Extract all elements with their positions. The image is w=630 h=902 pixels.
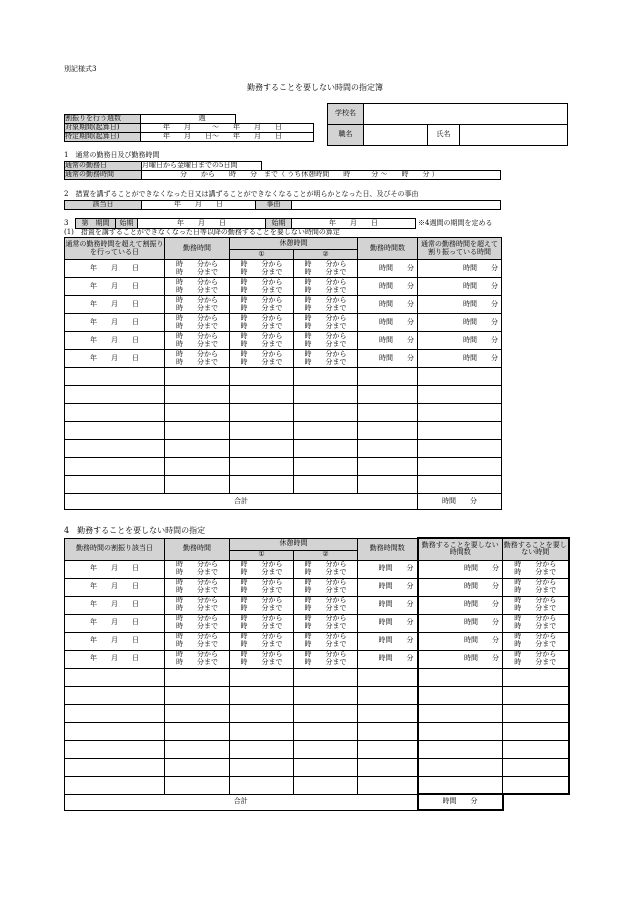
time-to: 時 分まで	[514, 604, 557, 612]
time-from: 時 分から	[240, 632, 283, 641]
time-to: 時 分まで	[304, 303, 347, 312]
time-to: 時 分まで	[240, 357, 283, 366]
time-to: 時 分まで	[176, 267, 218, 276]
s3-total-label: 合計	[65, 494, 418, 510]
row-break1[interactable]	[230, 332, 294, 350]
s3-total-value[interactable]: 時間 分	[418, 494, 502, 510]
table-row[interactable]	[65, 596, 569, 614]
section4-heading: 4 勤務することを要しない時間の指定	[64, 526, 206, 535]
row-break2[interactable]	[294, 578, 358, 596]
time-from: 時 分から	[176, 650, 218, 659]
applicable-date-label: 該当日	[65, 201, 142, 210]
s4-col-notreq-hours: 勤務することを要しない時間数	[418, 538, 503, 560]
row-notreq-hours[interactable]: 時間 分	[418, 632, 503, 650]
row-hours[interactable]: 時間 分	[358, 332, 418, 350]
table-row[interactable]	[65, 740, 569, 758]
row-over[interactable]: 時間 分	[418, 260, 502, 278]
row-break2[interactable]	[294, 314, 358, 332]
s3-col-work: 勤務時間	[165, 238, 230, 260]
row-break2[interactable]	[294, 596, 358, 614]
time-to: 時 分まで	[514, 640, 557, 648]
row-work-time[interactable]	[165, 278, 230, 296]
start-label: 始期	[116, 219, 138, 229]
table-row[interactable]	[65, 350, 502, 368]
applicable-date-value[interactable]: 年 月 日	[142, 201, 256, 210]
table-row[interactable]	[65, 314, 502, 332]
row-work-time[interactable]	[165, 596, 230, 614]
school-field[interactable]	[364, 104, 568, 125]
row-date[interactable]: 年 月 日	[65, 314, 165, 332]
table-row[interactable]	[65, 386, 502, 404]
row-work-time[interactable]	[165, 614, 230, 632]
s4-col-hours: 勤務時間数	[358, 538, 418, 560]
row-break1[interactable]	[230, 260, 294, 278]
reason-field[interactable]	[292, 201, 501, 210]
table-row[interactable]	[65, 578, 569, 596]
row-hours[interactable]: 時間 分	[358, 296, 418, 314]
time-from: 時 分から	[240, 349, 283, 358]
s4-col-notreq-time: 勤務することを要しない時間	[503, 538, 569, 560]
row-work-time[interactable]	[165, 332, 230, 350]
s4-total-value[interactable]: 時間 分	[418, 794, 503, 810]
time-to: 時 分まで	[514, 586, 557, 594]
row-break1[interactable]	[230, 560, 294, 578]
row-work-time[interactable]	[165, 650, 230, 668]
table-row[interactable]	[65, 650, 569, 668]
time-from: 時 分から	[176, 277, 218, 286]
section2-table	[64, 200, 501, 210]
total-row	[65, 494, 502, 510]
row-date[interactable]: 年 月 日	[65, 296, 165, 314]
table-row[interactable]	[65, 458, 502, 476]
time-to: 時 分まで	[240, 568, 283, 576]
time-from: 時 分から	[176, 632, 218, 641]
row-break2[interactable]	[294, 278, 358, 296]
time-from: 時 分から	[514, 614, 557, 623]
time-from: 時 分から	[304, 349, 347, 358]
table-row[interactable]	[65, 758, 569, 776]
time-from: 時 分から	[176, 614, 218, 623]
time-to: 時 分まで	[240, 339, 283, 348]
total-row	[65, 794, 569, 810]
end-value[interactable]: 年 月 日	[292, 219, 416, 229]
section3-table	[64, 237, 502, 510]
row-notreq-time[interactable]	[503, 614, 569, 632]
row-break1[interactable]	[230, 350, 294, 368]
s4-col-break2: ②	[294, 550, 358, 560]
name-field[interactable]	[460, 125, 568, 146]
time-from: 時 分から	[176, 596, 218, 605]
table-row[interactable]	[65, 722, 569, 740]
section1-heading: 1 通常の勤務日及び勤務時間	[64, 151, 160, 159]
time-to: 時 分まで	[176, 640, 218, 648]
normal-hours-value[interactable]: 分 から 時 分 まで（ うち休憩時間 時 分 ～ 時 分 ）	[142, 171, 501, 180]
row-notreq-time[interactable]	[503, 596, 569, 614]
time-to: 時 分まで	[176, 586, 218, 594]
table-row[interactable]	[65, 404, 502, 422]
s4-col-work: 勤務時間	[165, 538, 230, 560]
row-date[interactable]: 年 月 日	[65, 560, 165, 578]
time-from: 時 分から	[304, 596, 347, 605]
time-from: 時 分から	[176, 349, 218, 358]
row-hours[interactable]: 時間 分	[358, 578, 418, 596]
table-row[interactable]	[65, 776, 569, 794]
time-to: 時 分まで	[176, 604, 218, 612]
row-date[interactable]: 年 月 日	[65, 632, 165, 650]
row-hours[interactable]: 時間 分	[358, 260, 418, 278]
row-break2[interactable]	[294, 632, 358, 650]
s3-col-hours: 勤務時間数	[358, 238, 418, 260]
row-date[interactable]: 年 月 日	[65, 578, 165, 596]
time-from: 時 分から	[514, 578, 557, 587]
split-weeks-unit: 週	[198, 114, 206, 123]
time-to: 時 分まで	[514, 568, 557, 576]
row-break1[interactable]	[230, 578, 294, 596]
row-notreq-time[interactable]	[503, 560, 569, 578]
time-from: 時 分から	[514, 650, 557, 659]
row-work-time[interactable]	[165, 260, 230, 278]
row-hours[interactable]: 時間 分	[358, 596, 418, 614]
section3-number: 3	[64, 219, 69, 227]
time-from: 時 分から	[304, 578, 347, 587]
time-from: 時 分から	[240, 650, 283, 659]
time-to: 時 分まで	[304, 267, 347, 276]
time-to: 時 分まで	[240, 285, 283, 294]
s4-total-label: 合計	[65, 794, 418, 810]
time-from: 時 分から	[176, 578, 218, 587]
time-from: 時 分から	[176, 259, 218, 268]
row-hours[interactable]: 時間 分	[358, 650, 418, 668]
normal-hours-label: 通常の勤務時間	[65, 171, 142, 180]
time-to: 時 分まで	[304, 321, 347, 330]
reason-label: 事由	[256, 201, 292, 210]
row-break1[interactable]	[230, 596, 294, 614]
row-break2[interactable]	[294, 296, 358, 314]
time-from: 時 分から	[304, 650, 347, 659]
time-from: 時 分から	[304, 295, 347, 304]
position-field[interactable]	[364, 125, 428, 146]
row-date[interactable]: 年 月 日	[65, 350, 165, 368]
row-notreq-time[interactable]	[503, 632, 569, 650]
time-to: 時 分まで	[304, 586, 347, 594]
s3-col-break2: ②	[294, 250, 358, 260]
row-notreq-hours[interactable]: 時間 分	[418, 596, 503, 614]
s3-col-break1: ①	[230, 250, 294, 260]
table-row[interactable]	[65, 668, 569, 686]
time-to: 時 分まで	[304, 339, 347, 348]
row-date[interactable]: 年 月 日	[65, 596, 165, 614]
time-to: 時 分まで	[176, 357, 218, 366]
row-work-time[interactable]	[165, 632, 230, 650]
time-from: 時 分から	[176, 331, 218, 340]
time-from: 時 分から	[240, 596, 283, 605]
row-break1[interactable]	[230, 614, 294, 632]
time-to: 時 分まで	[176, 568, 218, 576]
specified-period-label: 特定期間(起算日)	[65, 133, 141, 142]
s4-col-date: 勤務時間の割振り該当日	[65, 538, 165, 560]
row-hours[interactable]: 時間 分	[358, 560, 418, 578]
time-to: 時 分まで	[240, 658, 283, 666]
time-from: 時 分から	[240, 614, 283, 623]
table-row[interactable]	[65, 440, 502, 458]
specified-period-value[interactable]: 年 月 日～ 年 月 日	[141, 133, 314, 142]
period-note: ※4週間の期間を定める	[418, 219, 493, 227]
split-weeks-label: 割振りを行う週数	[65, 115, 141, 124]
time-to: 時 分まで	[176, 658, 218, 666]
table-row[interactable]	[65, 560, 569, 578]
time-from: 時 分から	[240, 578, 283, 587]
time-to: 時 分まで	[176, 339, 218, 348]
table-row[interactable]	[65, 278, 502, 296]
time-to: 時 分まで	[304, 357, 347, 366]
time-to: 時 分まで	[304, 640, 347, 648]
time-to: 時 分まで	[240, 604, 283, 612]
table-row[interactable]	[65, 632, 569, 650]
time-to: 時 分まで	[304, 604, 347, 612]
table-row[interactable]	[65, 296, 502, 314]
time-to: 時 分まで	[304, 622, 347, 630]
row-break1[interactable]	[230, 650, 294, 668]
row-hours[interactable]: 時間 分	[358, 278, 418, 296]
time-from: 時 分から	[304, 560, 347, 569]
time-to: 時 分まで	[304, 568, 347, 576]
time-to: 時 分まで	[240, 622, 283, 630]
row-hours[interactable]: 時間 分	[358, 314, 418, 332]
time-from: 時 分から	[304, 632, 347, 641]
row-break2[interactable]	[294, 560, 358, 578]
time-from: 時 分から	[240, 259, 283, 268]
time-from: 時 分から	[176, 560, 218, 569]
row-break1[interactable]	[230, 632, 294, 650]
time-from: 時 分から	[304, 313, 347, 322]
time-to: 時 分まで	[176, 303, 218, 312]
table-row[interactable]	[65, 614, 569, 632]
school-label: 学校名	[328, 104, 364, 125]
time-from: 時 分から	[304, 259, 347, 268]
position-label: 職名	[328, 125, 364, 146]
row-break1[interactable]	[230, 314, 294, 332]
row-break2[interactable]	[294, 650, 358, 668]
section2-heading: 2 措置を講ずることができなくなった日又は講ずることができなくなることが明らかとなった日、及びその事由	[64, 190, 419, 198]
table-row[interactable]	[65, 704, 569, 722]
row-hours[interactable]: 時間 分	[358, 632, 418, 650]
row-work-time[interactable]	[165, 578, 230, 596]
time-from: 時 分から	[176, 295, 218, 304]
time-to: 時 分まで	[240, 303, 283, 312]
row-work-time[interactable]	[165, 314, 230, 332]
row-date[interactable]: 年 月 日	[65, 614, 165, 632]
time-from: 時 分から	[240, 560, 283, 569]
normal-days-value[interactable]: 月曜日から金曜日までの5日間	[142, 162, 262, 171]
s3-col-over: 通常の勤務時間を超えて割り振っている時間	[418, 238, 502, 260]
row-notreq-time[interactable]	[503, 578, 569, 596]
time-to: 時 分まで	[514, 658, 557, 666]
row-notreq-hours[interactable]: 時間 分	[418, 614, 503, 632]
time-to: 時 分まで	[176, 622, 218, 630]
time-from: 時 分から	[304, 331, 347, 340]
time-from: 時 分から	[514, 632, 557, 641]
s3-col-break: 休憩時間	[230, 238, 358, 250]
period-label: 第 期間	[76, 219, 116, 229]
form-id: 別記様式3	[64, 65, 97, 73]
s4-col-break: 休憩時間	[230, 538, 358, 550]
row-hours[interactable]: 時間 分	[358, 614, 418, 632]
section4-table	[64, 537, 570, 811]
table-row[interactable]	[65, 368, 502, 386]
row-date[interactable]: 年 月 日	[65, 260, 165, 278]
time-from: 時 分から	[514, 560, 557, 569]
time-to: 時 分まで	[176, 321, 218, 330]
document-title: 勤務することを要しない時間の指定簿	[247, 83, 383, 92]
time-from: 時 分から	[240, 295, 283, 304]
row-break2[interactable]	[294, 350, 358, 368]
row-break2[interactable]	[294, 614, 358, 632]
row-work-time[interactable]	[165, 350, 230, 368]
row-work-time[interactable]	[165, 296, 230, 314]
school-info-table	[327, 103, 568, 146]
row-break1[interactable]	[230, 296, 294, 314]
row-over[interactable]: 時間 分	[418, 296, 502, 314]
row-date[interactable]: 年 月 日	[65, 278, 165, 296]
table-row[interactable]	[65, 260, 502, 278]
time-from: 時 分から	[176, 313, 218, 322]
target-period-label: 対象期間(起算日)	[65, 124, 141, 133]
section3-sub-heading: (1) 措置を講ずることができなくなった日等以降の勤務することを要しない時間の算定	[64, 228, 340, 236]
target-period-value[interactable]: 年 月 ～ 年 月 日	[141, 124, 314, 133]
period-info-table	[64, 114, 314, 142]
time-to: 時 分まで	[176, 285, 218, 294]
row-date[interactable]: 年 月 日	[65, 332, 165, 350]
time-from: 時 分から	[304, 277, 347, 286]
time-from: 時 分から	[304, 614, 347, 623]
row-work-time[interactable]	[165, 560, 230, 578]
time-to: 時 分まで	[304, 658, 347, 666]
table-row[interactable]	[65, 476, 502, 494]
start-value[interactable]: 年 月 日	[138, 219, 266, 229]
row-break1[interactable]	[230, 278, 294, 296]
section1-table	[64, 161, 501, 180]
row-notreq-time[interactable]	[503, 650, 569, 668]
time-from: 時 分から	[240, 277, 283, 286]
row-over[interactable]: 時間 分	[418, 314, 502, 332]
table-row[interactable]	[65, 686, 569, 704]
row-notreq-hours[interactable]: 時間 分	[418, 578, 503, 596]
time-to: 時 分まで	[240, 640, 283, 648]
row-over[interactable]: 時間 分	[418, 332, 502, 350]
end-label: 始期	[266, 219, 292, 229]
row-break2[interactable]	[294, 260, 358, 278]
time-to: 時 分まで	[514, 622, 557, 630]
row-date[interactable]: 年 月 日	[65, 650, 165, 668]
table-row[interactable]	[65, 422, 502, 440]
row-hours[interactable]: 時間 分	[358, 350, 418, 368]
time-from: 時 分から	[514, 596, 557, 605]
time-to: 時 分まで	[240, 586, 283, 594]
normal-days-label: 通常の勤務日	[65, 162, 142, 171]
table-row[interactable]	[65, 332, 502, 350]
s4-col-break1: ①	[230, 550, 294, 560]
row-break2[interactable]	[294, 332, 358, 350]
row-notreq-hours[interactable]: 時間 分	[418, 650, 503, 668]
row-over[interactable]: 時間 分	[418, 278, 502, 296]
row-notreq-hours[interactable]: 時間 分	[418, 560, 503, 578]
time-to: 時 分まで	[240, 267, 283, 276]
name-label: 氏名	[428, 125, 460, 146]
time-from: 時 分から	[240, 331, 283, 340]
time-to: 時 分まで	[304, 285, 347, 294]
time-from: 時 分から	[240, 313, 283, 322]
row-over[interactable]: 時間 分	[418, 350, 502, 368]
s3-col-date: 通常の勤務時間を超えて割振りを行っている日	[65, 238, 165, 260]
time-to: 時 分まで	[240, 321, 283, 330]
